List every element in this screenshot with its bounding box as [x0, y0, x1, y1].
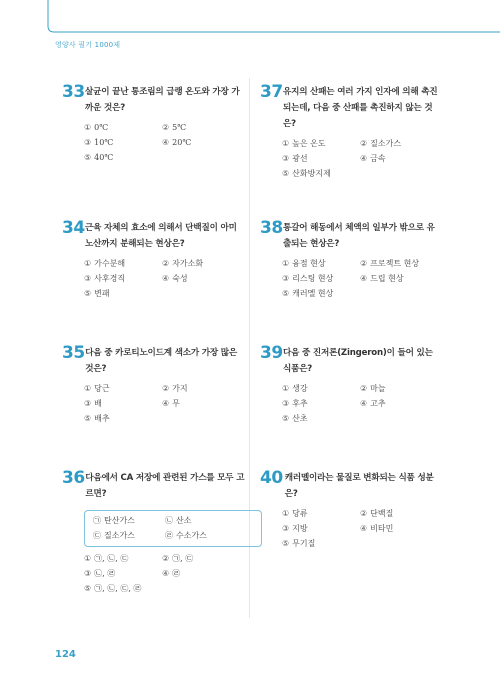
option-2[interactable]: ② 자가소화 — [162, 259, 204, 268]
option-5[interactable]: ⑤ ㉠, ㉡, ㉢, ㉣ — [84, 584, 142, 593]
option-5[interactable]: ⑤ 변패 — [84, 289, 110, 298]
question-text: 캐러멜이라는 물질로 변화되는 식품 성분은? — [284, 473, 434, 499]
question-text: 살균이 끝난 통조림의 급랭 온도와 가장 가까운 것은? — [85, 87, 240, 113]
question-40 — [260, 470, 440, 550]
option-1[interactable]: ① 가수분해 — [84, 259, 126, 268]
question-38 — [260, 220, 440, 300]
option-1[interactable]: ① 0℃ — [84, 123, 109, 132]
option-list — [282, 258, 440, 300]
question-text: 유지의 산패는 여러 가지 인자에 의해 촉진되는데, 다음 중 산패를 촉진하지 않는 것은? — [283, 87, 438, 129]
question-number: 33 — [62, 82, 85, 102]
question-number: 36 — [62, 468, 85, 488]
question-number: 34 — [62, 218, 85, 238]
question-33 — [62, 84, 242, 164]
question-text: 다음 중 진저론(Zingeron)이 들어 있는 식품은? — [283, 348, 433, 374]
option-2[interactable]: ② 마늘 — [360, 384, 386, 393]
option-3[interactable]: ③ ㉡, ㉣ — [84, 569, 116, 578]
question-number: 40 — [260, 468, 283, 488]
option-3[interactable]: ③ 배 — [84, 399, 102, 408]
question-35 — [62, 345, 242, 425]
option-5[interactable]: ⑤ 40℃ — [84, 153, 114, 162]
page-number: 124 — [55, 649, 76, 660]
option-list — [282, 138, 440, 180]
option-4[interactable]: ④ 금속 — [360, 154, 386, 163]
question-34 — [62, 220, 242, 300]
option-2[interactable]: ② 5℃ — [162, 123, 187, 132]
option-2[interactable]: ② 단백질 — [360, 509, 394, 518]
question-number: 39 — [260, 343, 283, 363]
question-number: 35 — [62, 343, 85, 363]
question-text: 통갈어 해동에서 체액의 일부가 밖으로 유출되는 현상은? — [283, 223, 435, 249]
question-number: 37 — [260, 82, 283, 102]
option-3[interactable]: ③ 사후경직 — [84, 274, 126, 283]
question-text: 근육 자체의 효소에 의해서 단백질이 아미노산까지 분해되는 현상은? — [85, 223, 237, 249]
option-1[interactable]: ① 높은 온도 — [282, 139, 326, 148]
given-items-box — [84, 510, 262, 547]
given-item: ㉣ 수소가스 — [165, 531, 207, 540]
question-39 — [260, 345, 440, 425]
option-3[interactable]: ③ 후추 — [282, 399, 308, 408]
page-frame — [0, 0, 500, 38]
option-4[interactable]: ④ ㉣ — [162, 569, 181, 578]
option-1[interactable]: ① 당류 — [282, 509, 308, 518]
option-4[interactable]: ④ 비타민 — [360, 524, 394, 533]
given-item: ㉡ 산소 — [165, 516, 192, 525]
option-4[interactable]: ④ 드립 현상 — [360, 274, 404, 283]
option-5[interactable]: ⑤ 산초 — [282, 414, 308, 423]
option-3[interactable]: ③ 리스팅 현상 — [282, 274, 334, 283]
option-list — [282, 383, 440, 425]
option-4[interactable]: ④ 고추 — [360, 399, 386, 408]
option-list — [282, 508, 440, 550]
option-1[interactable]: ① ㉠, ㉡, ㉢ — [84, 554, 129, 563]
option-4[interactable]: ④ 무 — [162, 399, 180, 408]
option-5[interactable]: ⑤ 배추 — [84, 414, 110, 423]
option-1[interactable]: ① 당근 — [84, 384, 110, 393]
option-5[interactable]: ⑤ 산화방지제 — [282, 169, 331, 178]
option-2[interactable]: ② 질소가스 — [360, 139, 402, 148]
question-number: 38 — [260, 218, 283, 238]
option-5[interactable]: ⑤ 무기질 — [282, 539, 316, 548]
given-item: ㉠ 탄산가스 — [93, 516, 135, 525]
given-item: ㉢ 질소가스 — [93, 531, 135, 540]
question-text: 다음 중 카로티노이드계 색소가 가장 많은 것은? — [85, 348, 237, 374]
option-list — [84, 122, 242, 164]
option-list — [84, 553, 247, 595]
option-4[interactable]: ④ 숙성 — [162, 274, 188, 283]
option-3[interactable]: ③ 10℃ — [84, 138, 114, 147]
option-3[interactable]: ③ 광선 — [282, 154, 308, 163]
option-2[interactable]: ② 가지 — [162, 384, 188, 393]
option-list — [84, 258, 242, 300]
option-1[interactable]: ① 융점 현상 — [282, 259, 326, 268]
option-1[interactable]: ① 생강 — [282, 384, 308, 393]
option-2[interactable]: ② 프로젝트 현상 — [360, 259, 420, 268]
question-37 — [260, 84, 440, 180]
option-3[interactable]: ③ 지방 — [282, 524, 308, 533]
question-36 — [62, 470, 247, 595]
running-header: 영양사 필기 1000제 — [55, 41, 121, 49]
option-list — [84, 383, 242, 425]
option-5[interactable]: ⑤ 캐러멜 현상 — [282, 289, 334, 298]
option-2[interactable]: ② ㉠, ㉢ — [162, 554, 194, 563]
option-4[interactable]: ④ 20℃ — [162, 138, 192, 147]
question-text: 다음에서 CA 저장에 관련된 가스를 모두 고르면? — [85, 473, 245, 499]
